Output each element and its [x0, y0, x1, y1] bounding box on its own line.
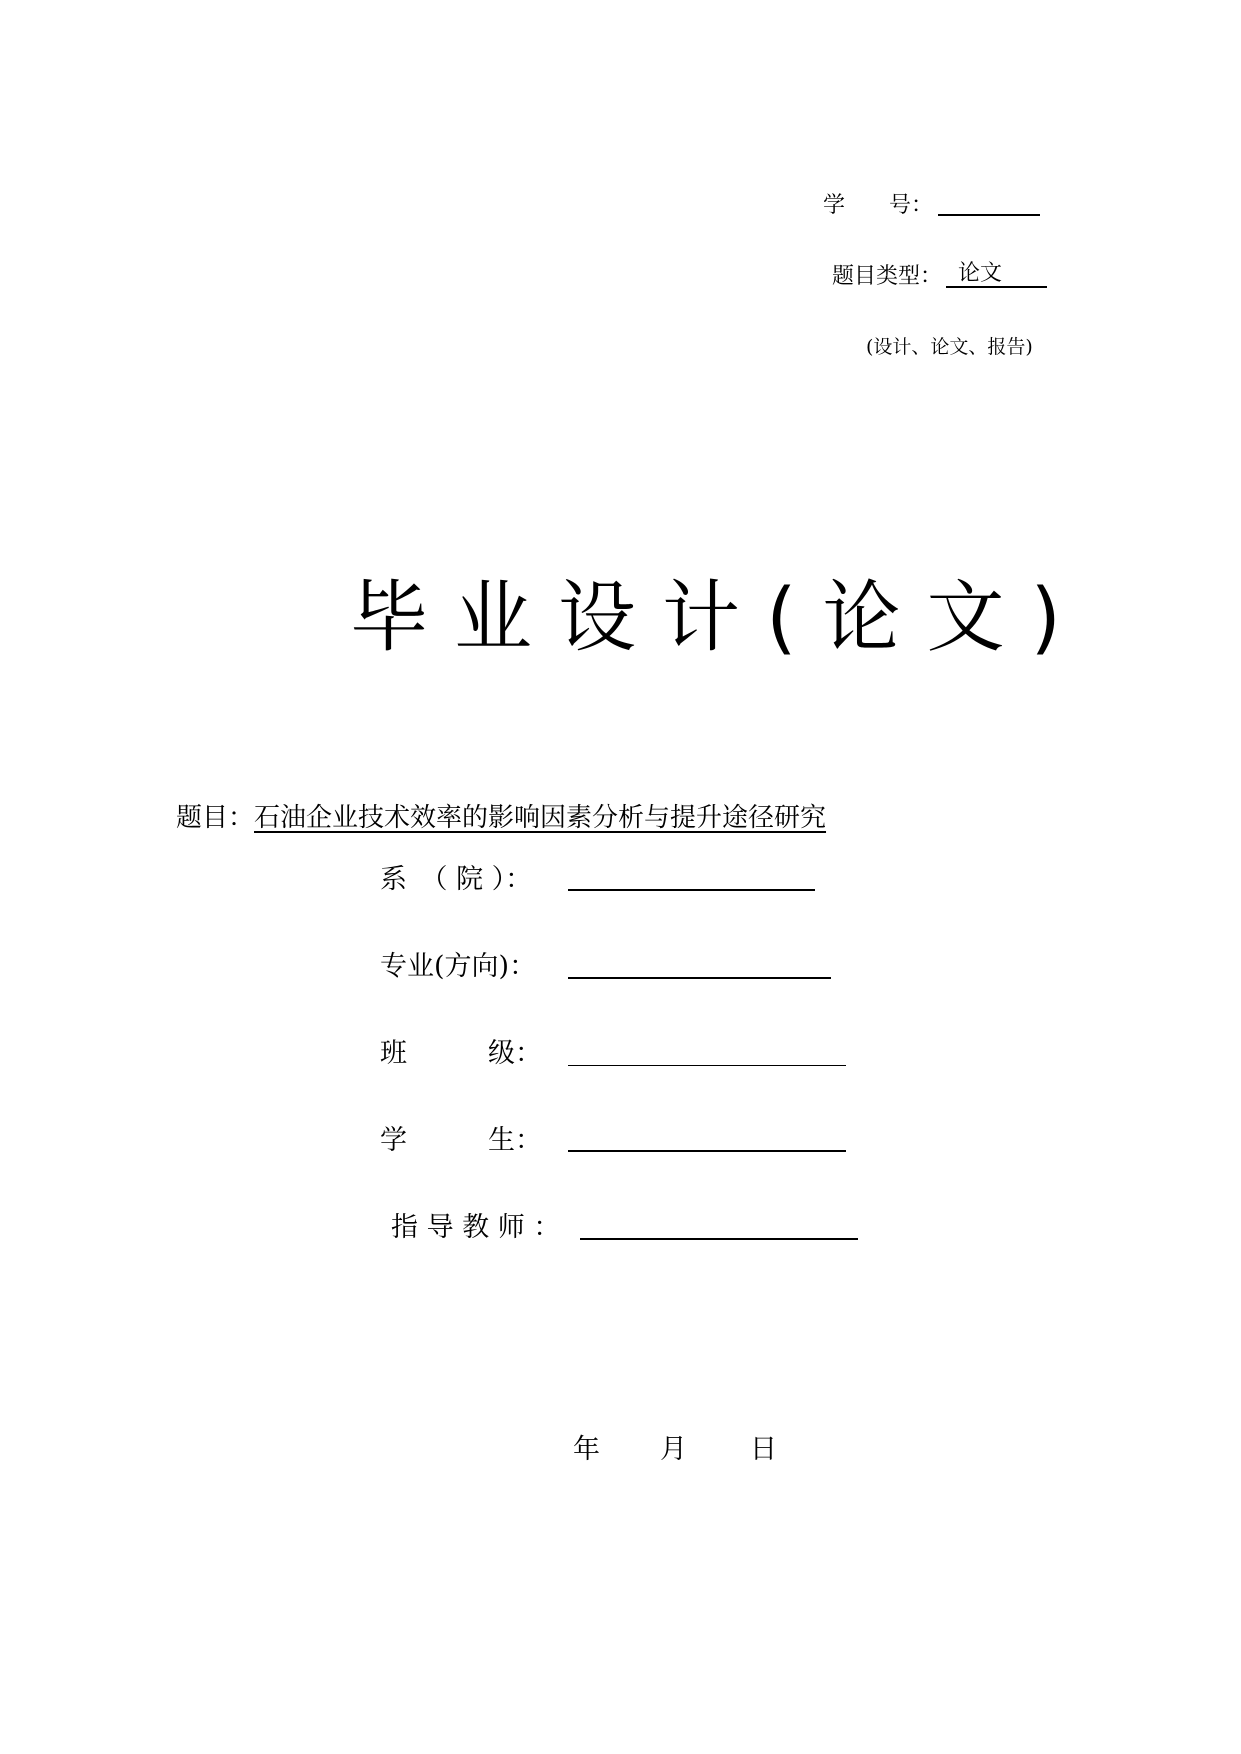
title-char: 业	[454, 573, 559, 663]
major-field[interactable]	[568, 975, 831, 979]
topic-type-field[interactable]	[946, 262, 1047, 288]
title-char: 文	[926, 573, 1031, 663]
topic-type-options-note: (设计、论文、报告)	[866, 336, 1033, 358]
class-label: 班 级：	[380, 1038, 542, 1069]
topic-text: 石油企业技术效率的影响因素分析与提升途径研究	[254, 803, 827, 833]
document-title	[350, 555, 1087, 667]
student-id-field[interactable]	[938, 190, 1040, 216]
topic-row	[176, 797, 826, 834]
title-char: 计	[662, 573, 767, 663]
department-label: 系 （ 院 ）：	[380, 864, 533, 895]
date-month-label: 月	[660, 1434, 687, 1465]
student-name-label: 学 生：	[380, 1125, 542, 1156]
class-field[interactable]	[568, 1063, 846, 1066]
title-char: 论	[822, 573, 927, 663]
date-year-label: 年	[573, 1434, 600, 1465]
title-char: (	[766, 573, 823, 663]
department-field[interactable]	[568, 887, 815, 891]
title-char: )	[1030, 573, 1087, 663]
date-day-label: 日	[750, 1434, 777, 1465]
advisor-field[interactable]	[580, 1236, 858, 1240]
topic-type-value: 论文	[958, 261, 1003, 286]
advisor-label: 指 导 教 师 ：	[391, 1212, 561, 1243]
major-label: 专业(方向)：	[380, 951, 537, 982]
topic-type-label: 题目类型：	[832, 264, 943, 289]
title-char: 设	[558, 573, 663, 663]
topic-label: 题目：	[176, 803, 255, 833]
title-char: 毕	[350, 573, 455, 663]
student-name-field[interactable]	[568, 1148, 846, 1152]
student-id-label: 学 号：	[823, 193, 934, 218]
